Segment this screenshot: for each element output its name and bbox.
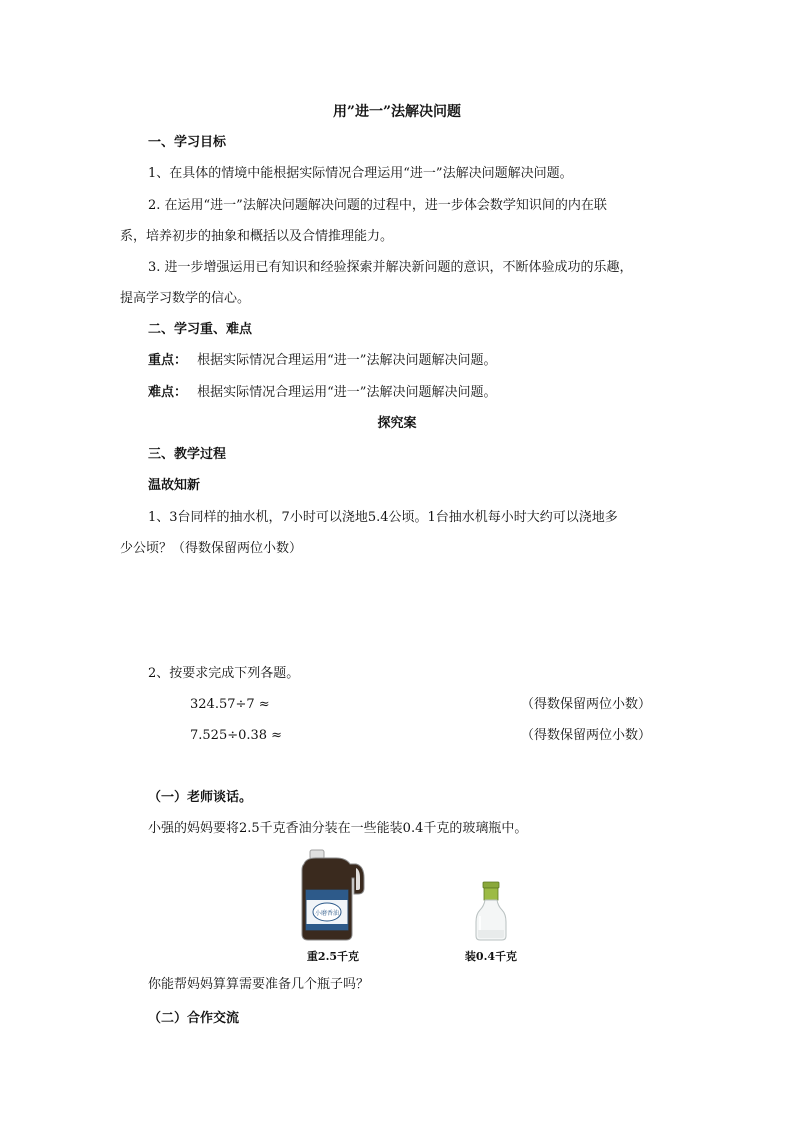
part1-heading: （一）老师谈话。 bbox=[148, 790, 253, 805]
page-title: 用”进一”法解决问题 bbox=[332, 104, 462, 120]
difficulty-label: 难点： bbox=[148, 385, 188, 400]
difficulty-text: 根据实际情况合理运用“进一”法解决问题解决问题。 bbox=[197, 385, 497, 400]
jug-label-text: 小磨香油 bbox=[314, 910, 340, 917]
question-1-line-1: 1、3台同样的抽水机，7小时可以浇地5.4公顷。1台抽水机每小时大约可以浇地多 bbox=[148, 510, 618, 525]
question-1-line-2: 少公顷？（得数保留两位小数） bbox=[120, 541, 303, 556]
calc-1-note: （得数保留两位小数） bbox=[521, 697, 652, 712]
part2-heading: （二）合作交流 bbox=[148, 1011, 240, 1026]
oil-jug-image bbox=[296, 848, 370, 942]
goal-2-line-2: 系，培养初步的抽象和概括以及合情推理能力。 bbox=[120, 229, 394, 244]
goal-3-line-2: 提高学习数学的信心。 bbox=[120, 291, 251, 306]
review-heading: 温故知新 bbox=[148, 478, 201, 493]
explore-title: 探究案 bbox=[377, 416, 417, 431]
goal-3-line-1: 3. 进一步增强运用已有知识和经验探索并解决新问题的意识，不断体验成功的乐趣， bbox=[148, 260, 633, 275]
calc-2: 7.525÷0.38 ≈ bbox=[190, 728, 283, 743]
part1-text: 小强的妈妈要将2.5千克香油分装在一些能装0.4千克的玻璃瓶中。 bbox=[148, 821, 528, 836]
glass-bottle-figure bbox=[462, 880, 520, 964]
oil-jug-figure bbox=[296, 848, 370, 964]
glass-bottle-image bbox=[462, 880, 520, 942]
key-point bbox=[148, 352, 496, 370]
key-point-text: 根据实际情况合理运用“进一”法解决问题解决问题。 bbox=[197, 353, 497, 368]
section3-heading: 三、教学过程 bbox=[148, 447, 227, 462]
part1-question: 你能帮妈妈算算需要准备几个瓶子吗？ bbox=[148, 977, 370, 992]
calc-2-note: （得数保留两位小数） bbox=[521, 728, 652, 743]
section1-heading: 一、学习目标 bbox=[148, 135, 227, 150]
question-2: 2、按要求完成下列各题。 bbox=[148, 666, 300, 681]
difficulty-point bbox=[148, 384, 496, 402]
goal-1: 1、在具体的情境中能根据实际情况合理运用“进一”法解决问题解决问题。 bbox=[148, 166, 573, 181]
bottle-caption: 装0.4千克 bbox=[464, 950, 518, 963]
jug-caption: 重2.5千克 bbox=[306, 950, 360, 963]
section2-heading: 二、学习重、难点 bbox=[148, 322, 253, 337]
key-point-label: 重点： bbox=[148, 353, 188, 368]
calc-1: 324.57÷7 ≈ bbox=[190, 697, 270, 712]
goal-2-line-1: 2. 在运用“进一”法解决问题解决问题的过程中，进一步体会数学知识间的内在联 bbox=[148, 198, 607, 213]
